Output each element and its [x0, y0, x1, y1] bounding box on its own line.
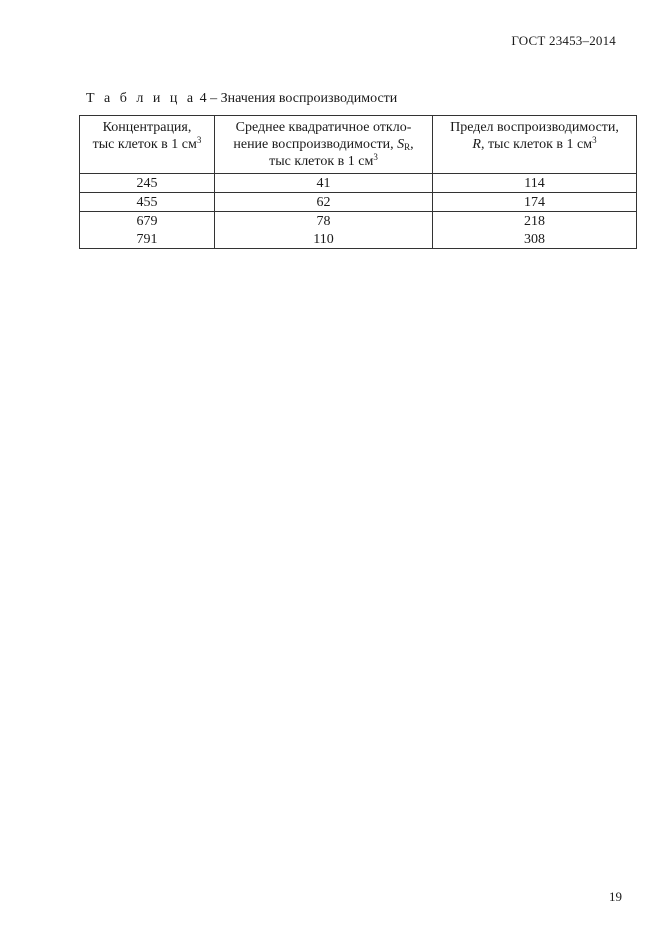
table-caption-number: 4 — [199, 91, 207, 106]
table-cell: 41 — [215, 174, 433, 193]
table-header-row — [80, 116, 637, 174]
table-caption-word: Т а б л и ц а — [86, 91, 197, 106]
column-header-std-deviation: Среднее квадратичное откло- нение воспроизводимости, $S_R$, тыс клеток в 1 $см^3$ — [215, 116, 433, 174]
table-cell: 791 — [80, 230, 215, 249]
table-cell: 218 — [433, 212, 637, 231]
table-cell: 174 — [433, 193, 637, 212]
standard-code: ГОСТ 23453–2014 — [511, 33, 616, 48]
column-header-reproducibility-limit: Предел воспроизводимости, R, тыс клеток в 1 $см^3$ — [433, 116, 637, 174]
table-row — [80, 174, 637, 193]
table-cell: 62 — [215, 193, 433, 212]
table-row — [80, 212, 637, 231]
page-number: 19 — [609, 889, 622, 904]
table-cell: 114 — [433, 174, 637, 193]
table-cell: 455 — [80, 193, 215, 212]
column-header-concentration: Концентрация, тыс клеток в 1 $см^3$ — [80, 116, 215, 174]
table-caption — [86, 91, 397, 107]
table-row — [80, 230, 637, 249]
table-row — [80, 193, 637, 212]
table-cell: 78 — [215, 212, 433, 231]
table-cell: 110 — [215, 230, 433, 249]
table-cell: 679 — [80, 212, 215, 231]
table-cell: 245 — [80, 174, 215, 193]
table-caption-text: – Значения воспроизводимости — [210, 91, 398, 106]
reproducibility-table — [79, 115, 637, 249]
table-cell: 308 — [433, 230, 637, 249]
